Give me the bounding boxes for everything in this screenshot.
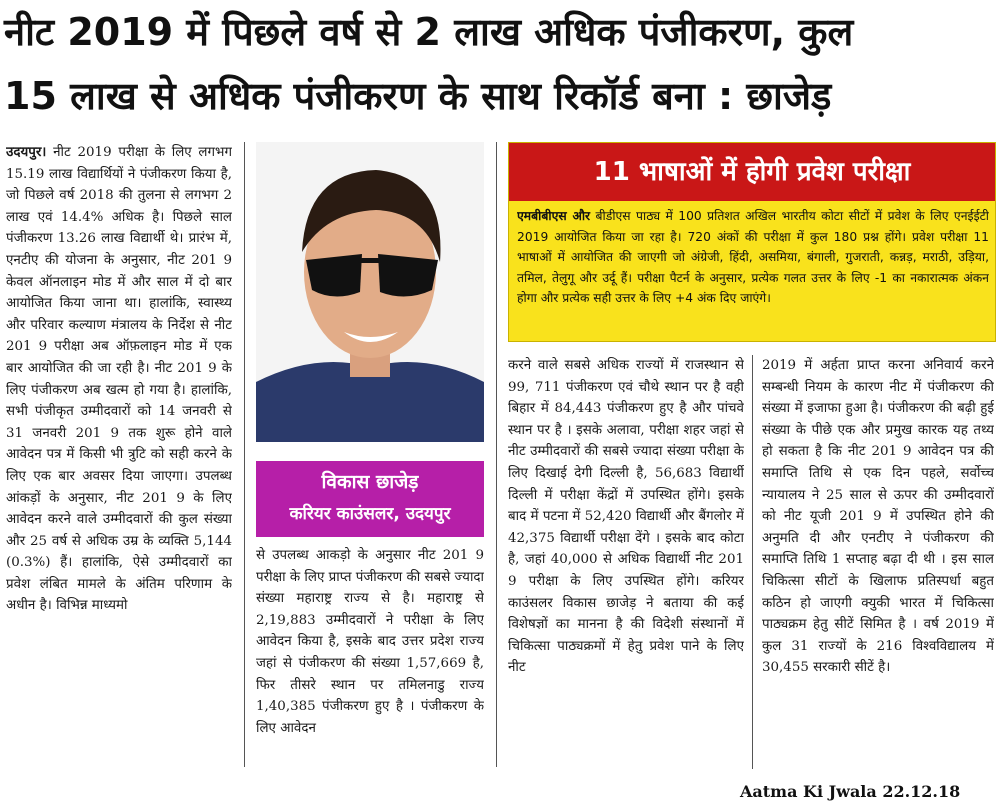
- box-lead: एमबीबीएस और: [517, 209, 591, 223]
- dateline: उदयपुर।: [6, 144, 47, 160]
- portrait-photo: [256, 142, 484, 442]
- photo-caption: [256, 461, 484, 537]
- headline-line-2: 15 लाख से अधिक पंजीकरण के साथ रिकॉर्ड बना : छाजेड़: [4, 74, 832, 118]
- caption-role: करियर काउंसलर, उदयपुर: [289, 504, 451, 524]
- column-3-text: करने वाले सबसे अधिक राज्यों में राजस्थान से 99, 711 पंजीकरण एवं चौथे स्थान पर है वही बिहार में 84,443 पंजीकरण हुए है और पांचवे स्थान पर है । इसके अलावा, परीक्षा शहर जहां से नीट उम्मीदवारों की सबसे ज्यादा संख्या परीक्षा के लिए दिखाई देगी दिल्ली है, 56,683 विद्यार्थी दिल्ली में परीक्षा केंद्रों में उपस्थित होंगे। इसके बाद में पटना में 52,420 विद्यार्थी और बैंगलोर में 42,375 विद्यार्थी परीक्षा देंगे । इसके बाद कोटा है, जहां 40,000 से अधिक विद्यार्थी नीट 201 9 परीक्षा के लिए उपस्थित होंगे। करियर काउंसलर विकास छाजेड़ ने बताया की कई विशेषज्ञों का मानना है की विदेशी संस्थानों में चिकित्सा पाठ्यक्रमों में हेतु प्रवेश पाने के लिए नीट: [508, 358, 744, 676]
- column-1-text: नीट 2019 परीक्षा के लिए लगभग 15.19 लाख विद्यार्थियों ने पंजीकरण किया है, जो पिछले वर्ष 2018 की तुलना से लगभग 2 लाख एवं 14.4% अधिक है। पिछले साल पंजीकरण 13.26 लाख विद्यार्थी थे। प्रारंभ में, एनटीए की योजना के अनुसार, नीट 201 9 केवल ऑनलाइन मोड में और साल में दो बार आयोजित किया जाना था। हालांकि, स्वास्थ्य और परिवार कल्याण मंत्रालय के निर्देश से नीट 201 9 परीक्षा अब ऑफ़लाइन मोड में एक बार आयोजित की जा रही है। नीट 201 9 के लिए पंजीकरण अब खत्म हो गया है। हालांकि, सभी पंजीकृत उम्मीदवारों को 14 जनवरी से 31 जनवरी 201 9 तक शुरू होने वाले आवेदन पत्र में किसी भी त्रुटि को सही करने के लिए एक बार अवसर दिया जाएगा। उपलब्ध आंकड़ों के अनुसार, नीट 201 9 के लिए आवेदन करने वाले उम्मीदवारों की कुल संख्या और 25 वर्ष से अधिक उम्र के व्यक्ति 5,144 (0.3%) हैं। हालांकि, ऐसे उम्मीदवारों का प्रवेश लंबित मामले के अंतिम परिणाम के अधीन है। विभिन्न माध्यमो: [6, 145, 232, 614]
- column-divider: [496, 142, 497, 767]
- headline: [0, 0, 1000, 128]
- article-column-2: [256, 545, 484, 770]
- box-title: 11 भाषाओं में होगी प्रवेश परीक्षा: [509, 143, 995, 201]
- highlight-box: [508, 142, 996, 342]
- column-divider: [752, 355, 753, 769]
- caption-name: विकास छाजेड़: [321, 471, 419, 493]
- box-body: [517, 206, 989, 338]
- portrait-illustration: [256, 142, 484, 442]
- column-4-text: 2019 में अर्हता प्राप्त करना अनिवार्य करने सम्बन्धी नियम के कारण नीट में पंजीकरण की संख्या में इजाफा हुआ है। पंजीकरण की बढ़ी हुई संख्या के पीछे एक और प्रमुख कारक यह तथ्य हो सकता है कि नीट 201 9 आवेदन पत्र की समाप्ति तिथि से एक दिन पहले, सर्वोच्च न्यायालय ने 25 साल से ऊपर की उम्मीदवारों को नीट यूजी 201 9 में उपस्थित होने की अनुमति दी और एनटीए ने पंजीकरण की समाप्ति तिथि 1 सप्ताह बढ़ा दी थी । इस साल चिकित्सा सीटों के खिलाफ प्रतिस्पर्धा बहुत कठिन हो जाएगी क्युकी भारत में चिकित्सा पाठ्यक्रम हेतु सीटें सिमित है । वर्ष 2019 में कुल 31 राज्यों के 216 विश्वविद्यालय में 30,455 सरकारी सीटें है।: [762, 358, 994, 676]
- column-2-text: से उपलब्ध आकड़ो के अनुसार नीट 201 9 परीक्षा के लिए प्राप्त पंजीकरण की सबसे ज्यादा संख्या महाराष्ट्र राज्य से है। महाराष्ट्र से 2,19,883 उम्मीदवारों ने परीक्षा के लिए आवेदन किया है, इसके बाद उत्तर प्रदेश राज्य जहां से पंजीकरण की संख्या 1,57,669 है, फिर तीसरे स्थान पर तमिलनाडु राज्य 1,40,385 पंजीकरण हुए है । पंजीकरण के लिए आवेदन: [256, 548, 484, 736]
- headline-line-1: नीट 2019 में पिछले वर्ष से 2 लाख अधिक पंजीकरण, कुल: [4, 10, 854, 54]
- article-column-3: [508, 355, 744, 769]
- source-credit: Aatma Ki Jwala 22.12.18: [740, 782, 961, 801]
- column-divider: [244, 142, 245, 767]
- box-text: बीडीएस पाठ्य में 100 प्रतिशत अखिल भारतीय कोटा सीटों में प्रवेश के लिए एनईईटी 2019 आयोजित किया जा रहा है। 720 अंकों की परीक्षा में कुल 180 प्रश्न होंगे। प्रवेश परीक्षा 11 भाषाओं में आयोजित की जाएगी जो अंग्रेजी, हिंदी, असमिया, बंगाली, गुजराती, कन्नड़, मराठी, उड़िया, तमिल, तेलुगू और उर्दू हैं। परीक्षा पैटर्न के अनुसार, प्रत्येक गलत उत्तर के लिए -1 का नकारात्मक अंकन होगा और प्रत्येक सही उत्तर के लिए +4 अंक दिए जाएंगे।: [517, 209, 989, 305]
- article-column-4: [762, 355, 994, 769]
- article-column-1: [6, 142, 232, 767]
